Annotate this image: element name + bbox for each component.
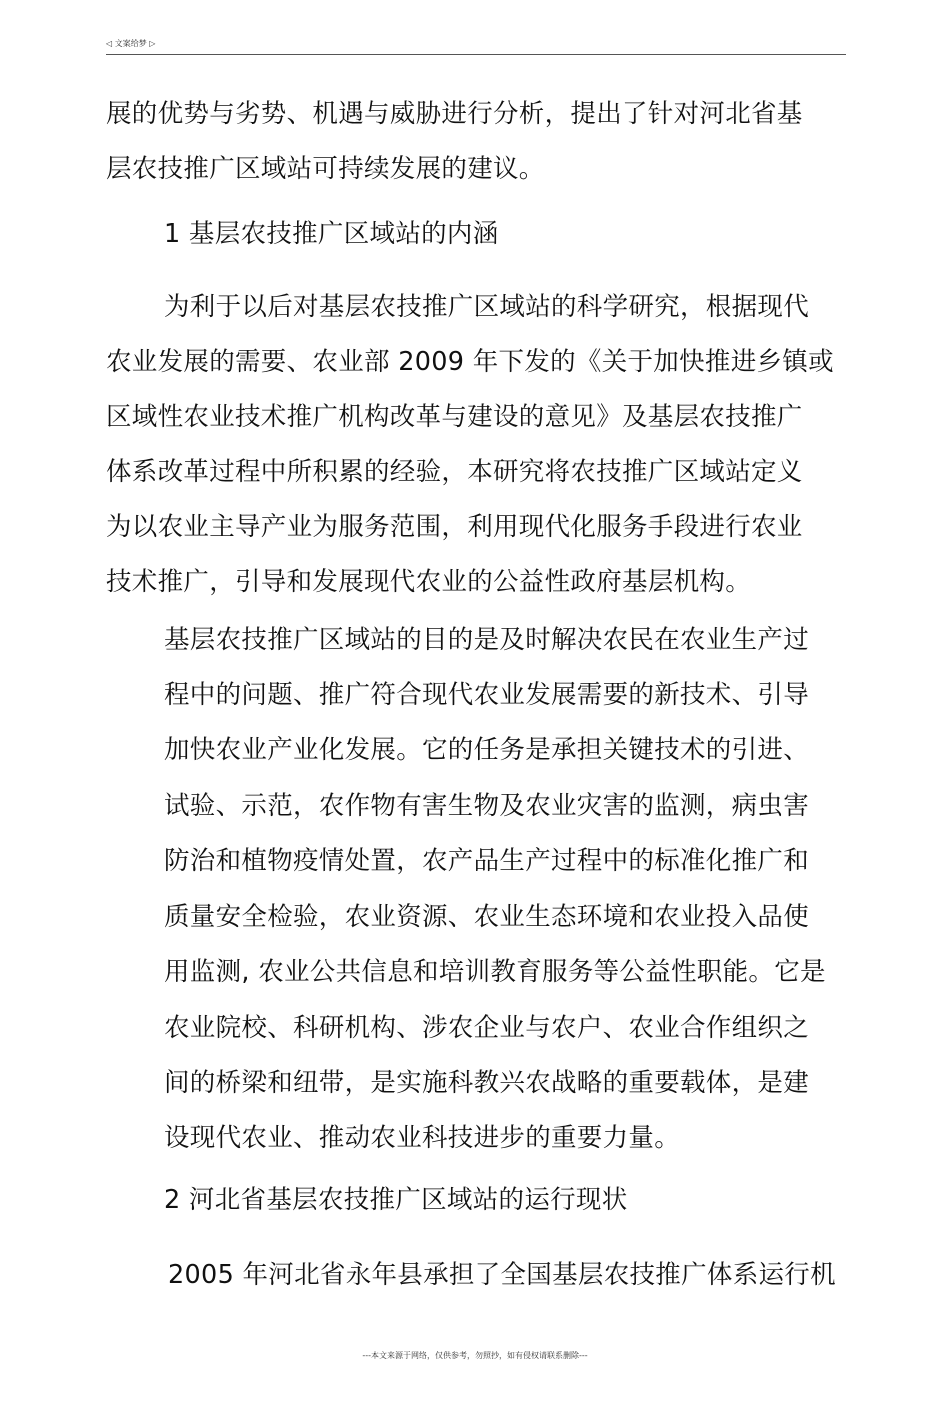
text-line: 2005 年河北省永年县承担了全国基层农技推广体系运行机 — [168, 1260, 836, 1290]
page-footer: ---本文来源于网络，仅供参考，勿照抄，如有侵权请联系删除--- — [362, 1351, 588, 1360]
header-label: ◁ 文案给梦 ▷ — [106, 39, 156, 48]
text-line: 展的优势与劣势、机遇与威胁进行分析，提出了针对河北省基 — [106, 99, 803, 129]
text-line: 为利于以后对基层农技推广区域站的科学研究，根据现代 — [164, 292, 810, 322]
text-line: 农业发展的需要、农业部 2009 年下发的《关于加快推进乡镇或 — [106, 347, 834, 377]
text-line: 用监测, 农业公共信息和培训教育服务等公益性职能。它是 — [164, 957, 826, 987]
text-line: 技术推广，引导和发展现代农业的公益性政府基层机构。 — [106, 567, 752, 597]
text-line: 体系改革过程中所积累的经验，本研究将农技推广区域站定义 — [106, 457, 803, 487]
text-line: 质量安全检验，农业资源、农业生态环境和农业投入品使 — [164, 902, 810, 932]
text-line: 区域性农业技术推广机构改革与建设的意见》及基层农技推广 — [106, 402, 803, 432]
text-line: 试验、示范，农作物有害生物及农业灾害的监测，病虫害 — [164, 791, 810, 821]
page-header — [106, 38, 846, 55]
text-line: 农业院校、科研机构、涉农企业与农户、农业合作组织之 — [164, 1013, 810, 1043]
text-line: 为以农业主导产业为服务范围，利用现代化服务手段进行农业 — [106, 512, 803, 542]
text-line: 层农技推广区域站可持续发展的建议。 — [106, 154, 545, 184]
text-line: 程中的问题、推广符合现代农业发展需要的新技术、引导 — [164, 680, 810, 710]
text-line: 加快农业产业化发展。它的任务是承担关键技术的引进、 — [164, 735, 810, 765]
text-line: 设现代农业、推动农业科技进步的重要力量。 — [164, 1123, 681, 1153]
text-line: 防治和植物疫情处置，农产品生产过程中的标准化推广和 — [164, 846, 810, 876]
section-heading-2: 2 河北省基层农技推广区域站的运行现状 — [164, 1185, 628, 1215]
text-line: 基层农技推广区域站的目的是及时解决农民在农业生产过 — [164, 625, 810, 655]
text-line: 间的桥梁和纽带，是实施科教兴农战略的重要载体，是建 — [164, 1068, 810, 1098]
section-heading-1: 1 基层农技推广区域站的内涵 — [164, 219, 499, 249]
